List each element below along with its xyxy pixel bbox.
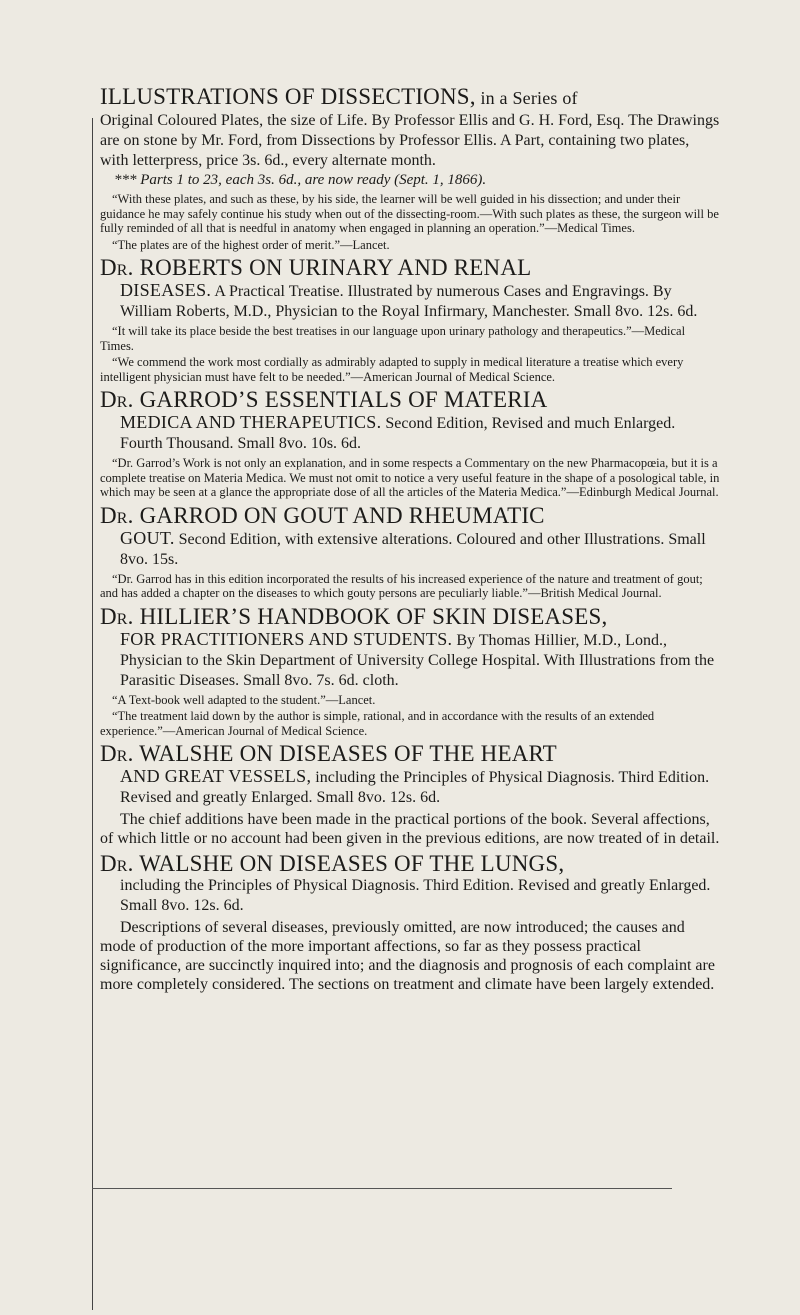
entry-heading-continuation: AND GREAT VESSELS,: [120, 766, 312, 786]
review-quote: “We commend the work most cordially as admirably adapted to supply in medical literature a treatise which every intelligent physician must have felt to be needed.”—American Journal of Medical Science.: [100, 355, 684, 384]
entry-description: By Thomas Hillier, M.D., Lond., Physician to the Skin Department of University College Hospital. With Illustrations from the Parasitic Diseases. Small 8vo. 7s. 6d. cloth.: [120, 631, 715, 689]
entry-roberts-urinary: [100, 255, 720, 384]
entry-heading-continuation: GOUT.: [120, 527, 175, 548]
review-quote: “Dr. Garrod has in this edition incorporated the results of his increased experience of the nature and treatment of gout; and has added a chapter on the diseases to which gouty persons are peculiarly liable.”—British Medical Journal.: [100, 571, 703, 600]
review-quote: “It will take its place beside the best treatises in our language upon urinary pathology and therapeutics.”—Medical Times.: [100, 324, 686, 353]
entry-heading-continuation: MEDICA AND THERAPEUTICS.: [120, 412, 382, 432]
entry-body: The chief additions have been made in the practical portions of the book. Several affections, of which little or no account had been given in the previous editions, are now treated of in detail.: [100, 811, 720, 847]
entry-heading-continuation: DISEASES.: [120, 280, 212, 300]
entry-description: including the Principles of Physical Diagnosis. Third Edition. Revised and greatly Enlarged. Small 8vo. 12s. 6d.: [120, 877, 711, 914]
entry-walshe-lungs: [100, 851, 720, 994]
entry-garrod-materia-medica: [100, 387, 720, 500]
bottom-rule: [92, 1188, 672, 1189]
entry-heading: Dr. WALSHE ON DISEASES OF THE HEART: [100, 741, 557, 766]
entry-heading: Dr. WALSHE ON DISEASES OF THE LUNGS,: [100, 851, 565, 876]
entry-heading: Dr. GARROD’S ESSENTIALS OF MATERIA: [100, 387, 548, 412]
entry-dissections: [100, 84, 720, 252]
left-margin-rule: [92, 118, 93, 1310]
entry-description: including the Principles of Physical Diagnosis. Third Edition. Revised and greatly Enlarged. Small 8vo. 12s. 6d.: [120, 769, 710, 806]
review-quote: “The plates are of the highest order of merit.”—Lancet.: [112, 237, 390, 252]
entry-heading-tail: in a Series of: [475, 88, 578, 108]
entry-heading: ILLUSTRATIONS OF DISSECTIONS,: [100, 84, 476, 109]
entry-description: Original Coloured Plates, the size of Life. By Professor Ellis and G. H. Ford, Esq. The Drawings are on stone by Mr. Ford, from Dissections by Professor Ellis. A Part, containing two plates, with letterpress, price 3s. 6d., every alternate month.: [100, 112, 720, 169]
review-quote: “The treatment laid down by the author is simple, rational, and in accordance with the results of an extended experience.”—American Journal of Medical Science.: [100, 709, 655, 738]
entry-description: Second Edition, with extensive alterations. Coloured and other Illustrations. Small 8vo. 15s.: [120, 530, 706, 568]
entry-heading: Dr. ROBERTS ON URINARY AND RENAL: [100, 255, 532, 280]
review-quote: “With these plates, and such as these, by his side, the learner will be well guided in his dissection; and under their guidance he may safely continue his study when out of the dissecting-room.—With such plates as these, the surgeon will be fully reminded of all that is needful in anatomy when engaged in planning an operation.”—Medical Times.: [100, 192, 719, 235]
entry-description: A Practical Treatise. Illustrated by numerous Cases and Engravings. By William Roberts, M.D., Physician to the Royal Infirmary, Manchester. Small 8vo. 12s. 6d.: [120, 283, 698, 320]
entry-heading: Dr. GARROD ON GOUT AND RHEUMATIC: [100, 502, 545, 528]
entry-body: Descriptions of several diseases, previously omitted, are now introduced; the causes and mode of production of the more important affections, so far as they possess practical significance, are succinctly inquired into; and the diagnosis and prognosis of each complaint are more completely considered. The sections on treatment and climate have been largely extended.: [100, 919, 715, 993]
entry-heading-continuation: FOR PRACTITIONERS AND STUDENTS.: [120, 628, 453, 649]
review-quote: “A Text-book well adapted to the student.”—Lancet.: [112, 692, 376, 707]
entry-walshe-heart: [100, 741, 720, 848]
review-quote: “Dr. Garrod’s Work is not only an explanation, and in some respects a Commentary on the new Pharmacopœia, but it is a complete treatise on Materia Medica. We must not omit to notice a very useful feature in the shape of a posological table, in which may be seen at a glance the appropriate dose of all the articles of the Materia Medica.”—Edinburgh Medical Journal.: [100, 456, 720, 499]
entry-description: Second Edition, Revised and much Enlarged. Fourth Thousand. Small 8vo. 10s. 6d.: [120, 415, 676, 452]
entry-hillier-skin: [100, 604, 720, 739]
entry-garrod-gout: [100, 503, 720, 601]
entry-heading: Dr. HILLIER’S HANDBOOK OF SKIN DISEASES,: [100, 603, 608, 629]
entry-notice: *** Parts 1 to 23, each 3s. 6d., are now ready (Sept. 1, 1866).: [114, 172, 487, 188]
entries-column: [100, 84, 720, 997]
